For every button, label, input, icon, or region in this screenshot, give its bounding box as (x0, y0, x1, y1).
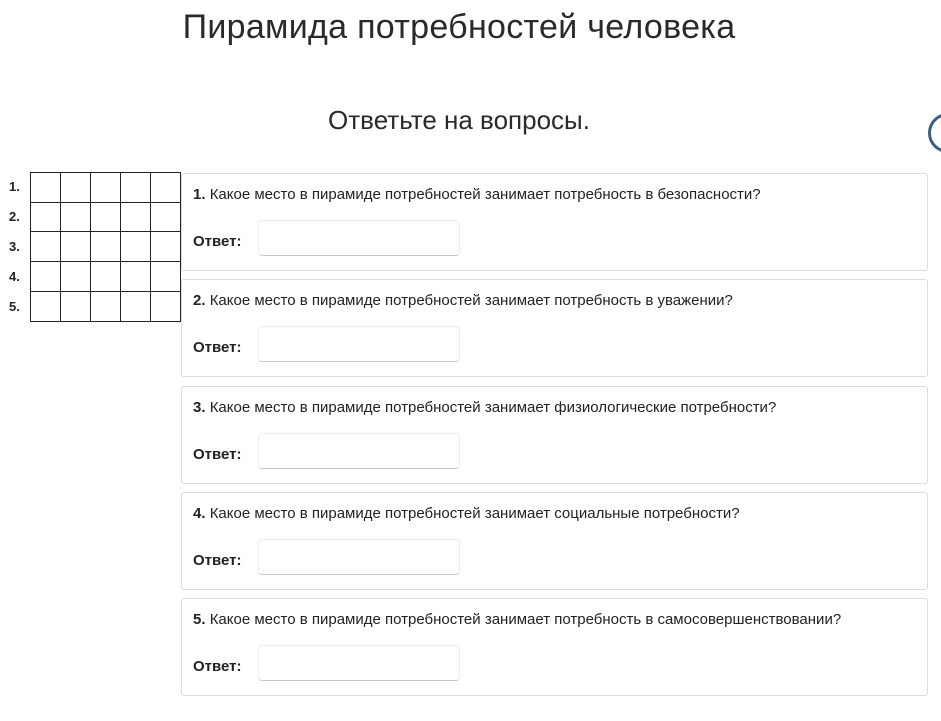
answer-label: Ответ: (193, 233, 242, 250)
grid-cell[interactable] (150, 202, 181, 232)
question-card-1 (181, 173, 928, 271)
grid-cell[interactable] (120, 202, 151, 232)
grid-cell[interactable] (150, 262, 181, 292)
grid-cell[interactable] (150, 232, 181, 262)
grid-cell[interactable] (60, 172, 91, 203)
circle-button-icon[interactable] (928, 113, 941, 153)
question-number: 2. (193, 292, 206, 309)
question-number: 1. (193, 186, 206, 203)
grid-cell[interactable] (90, 262, 121, 292)
grid-cell[interactable] (120, 232, 151, 262)
question-number: 4. (193, 505, 206, 522)
grid-cell[interactable] (120, 292, 151, 322)
question-text (193, 186, 761, 203)
question-card-3 (181, 386, 928, 484)
answer-input-3[interactable] (258, 433, 460, 469)
question-label: Какое место в пирамиде потребностей занимает потребность в безопасности? (209, 186, 761, 203)
grid-cell[interactable] (90, 232, 121, 262)
page-title: Пирамида потребностей человека (182, 8, 736, 46)
question-text (193, 505, 740, 522)
question-label: Какое место в пирамиде потребностей занимает социальные потребности? (209, 505, 740, 522)
answer-label: Ответ: (193, 658, 242, 675)
answer-label: Ответ: (193, 339, 242, 356)
grid-cell[interactable] (90, 172, 121, 203)
grid-cell[interactable] (90, 292, 121, 322)
grid-cell[interactable] (60, 292, 91, 322)
question-number: 5. (193, 611, 206, 628)
page-subtitle: Ответьте на вопросы. (328, 105, 590, 135)
grid-cell[interactable] (150, 172, 181, 203)
grid-row-number: 5. (9, 299, 20, 314)
answer-input-1[interactable] (258, 220, 460, 256)
answer-label: Ответ: (193, 552, 242, 569)
answer-input-4[interactable] (258, 539, 460, 575)
grid-row-number: 1. (9, 179, 20, 194)
grid-cell[interactable] (120, 172, 151, 203)
grid-cell[interactable] (60, 202, 91, 232)
answer-input-5[interactable] (258, 645, 460, 681)
grid-cell[interactable] (120, 262, 151, 292)
question-card-5 (181, 598, 928, 696)
grid-cell[interactable] (30, 262, 61, 292)
grid-cell[interactable] (60, 232, 91, 262)
question-card-4 (181, 492, 928, 590)
question-text (193, 292, 733, 309)
question-text (193, 399, 776, 416)
grid-cell[interactable] (30, 202, 61, 232)
answer-input-2[interactable] (258, 326, 460, 362)
grid-row-number: 3. (9, 239, 20, 254)
question-text (193, 611, 841, 628)
question-label: Какое место в пирамиде потребностей занимает физиологические потребности? (209, 399, 777, 416)
grid-cell[interactable] (30, 292, 61, 322)
grid-row-number: 2. (9, 209, 20, 224)
question-card-2 (181, 279, 928, 377)
grid-cell[interactable] (30, 172, 61, 203)
question-number: 3. (193, 399, 206, 416)
question-label: Какое место в пирамиде потребностей занимает потребность в уважении? (209, 292, 733, 309)
grid-row-number: 4. (9, 269, 20, 284)
answer-label: Ответ: (193, 446, 242, 463)
grid-cell[interactable] (150, 292, 181, 322)
grid-cell[interactable] (90, 202, 121, 232)
question-label: Какое место в пирамиде потребностей занимает потребность в самосовершенствовании? (209, 611, 842, 628)
grid-cell[interactable] (60, 262, 91, 292)
grid-cell[interactable] (30, 232, 61, 262)
